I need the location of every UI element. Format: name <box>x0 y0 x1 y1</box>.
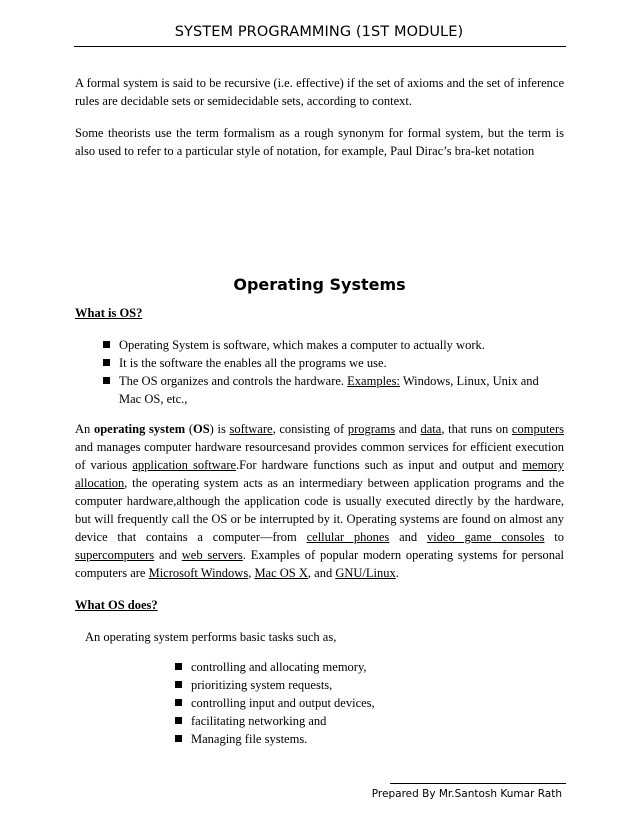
page-footer: Prepared By Mr.Santosh Kumar Rath <box>371 788 562 800</box>
link-software[interactable]: software <box>229 422 273 436</box>
section-title: Operating Systems <box>233 275 406 294</box>
list-item: controlling and allocating memory, <box>175 658 564 676</box>
link-video-game-consoles[interactable]: video game consoles <box>426 530 545 544</box>
page-content <box>75 74 564 760</box>
square-bullet-icon <box>175 663 182 670</box>
square-bullet-icon <box>175 681 182 688</box>
square-bullet-icon <box>175 699 182 706</box>
list-item: prioritizing system requests, <box>175 676 564 694</box>
list-item: It is the software the enables all the programs we use. <box>103 354 564 372</box>
link-microsoft-windows[interactable]: Microsoft Windows <box>148 566 249 580</box>
link-programs[interactable]: programs <box>347 422 396 436</box>
header-rule <box>74 46 566 47</box>
square-bullet-icon <box>175 717 182 724</box>
os-bullet-list <box>75 336 564 408</box>
square-bullet-icon <box>175 735 182 742</box>
list-item: controlling input and output devices, <box>175 694 564 712</box>
os-definition-paragraph: An operating system (OS) is software, consisting of programs and data, that runs on computers and manages computer hardware resourcesand provides common services for efficient execution of various application software.For hardware functions such as input and output and memory allocation, the operating system acts as an intermediary between application programs and the computer hardware,although the application code is usually executed directly by the hardware, but will frequently call the OS or be interrupted by it. Operating systems are found on almost any device that contains a computer—from cellular phones and video game consoles to supercomputers and web servers. Examples of popular modern operating systems for personal computers are Microsoft Windows, Mac OS X, and GNU/Linux. <box>75 422 564 580</box>
what-os-does-heading: What OS does? <box>75 598 158 612</box>
link-gnu-linux[interactable]: GNU/Linux <box>335 566 396 580</box>
link-cellular-phones[interactable]: cellular phones <box>306 530 390 544</box>
link-data[interactable]: data <box>420 422 442 436</box>
list-item: Managing file systems. <box>175 730 564 748</box>
what-is-os-heading: What is OS? <box>75 306 143 320</box>
square-bullet-icon <box>103 341 110 348</box>
link-application-software[interactable]: application software <box>132 458 237 472</box>
list-item: facilitating networking and <box>175 712 564 730</box>
link-memory-allocation[interactable]: memory allocation <box>75 458 564 490</box>
tasks-list <box>75 658 564 748</box>
link-web-servers[interactable]: web servers <box>181 548 243 562</box>
intro-paragraph-1: A formal system is said to be recursive (i.e. effective) if the set of axioms and the set of inference rules are decidable sets or semidecidable sets, according to context. <box>75 76 564 108</box>
list-item: The OS organizes and controls the hardware. Examples: Windows, Linux, Unix and Mac OS, etc., <box>103 372 564 408</box>
square-bullet-icon <box>103 359 110 366</box>
list-item: Operating System is software, which makes a computer to actually work. <box>103 336 564 354</box>
examples-link[interactable]: Examples: <box>347 374 400 388</box>
page-header: SYSTEM PROGRAMMING (1ST MODULE) <box>174 24 464 40</box>
footer-rule <box>390 783 566 784</box>
square-bullet-icon <box>103 377 110 384</box>
link-computers[interactable]: computers <box>511 422 564 436</box>
link-supercomputers[interactable]: supercomputers <box>75 548 155 562</box>
intro-paragraph-2: Some theorists use the term formalism as a rough synonym for formal system, but the term is also used to refer to a particular style of notation, for example, Paul Dirac’s bra-ket notation <box>75 126 564 158</box>
link-mac-os-x[interactable]: Mac OS X <box>254 566 308 580</box>
tasks-lead-text: An operating system performs basic tasks such as, <box>85 630 337 644</box>
